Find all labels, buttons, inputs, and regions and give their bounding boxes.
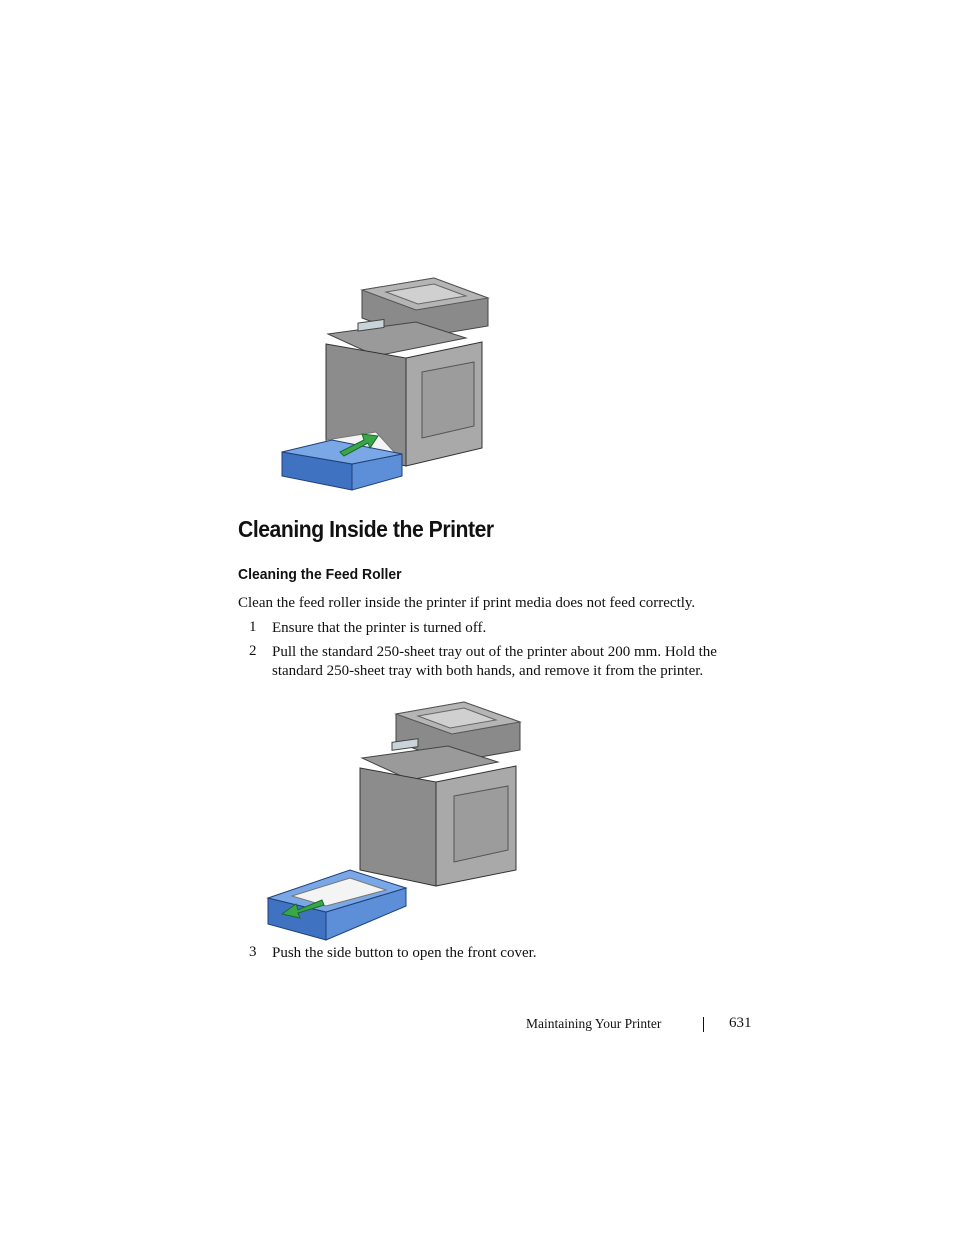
step-number: 1 <box>249 619 257 635</box>
printer-tray-remove-illustration <box>266 700 522 944</box>
step-number: 3 <box>249 944 257 960</box>
footer-divider <box>703 1017 704 1032</box>
section-heading: Cleaning Inside the Printer <box>238 516 494 542</box>
page-number: 631 <box>729 1015 752 1031</box>
subsection-heading: Cleaning the Feed Roller <box>238 566 402 583</box>
step-text: Pull the standard 250-sheet tray out of the printer about 200 mm. Hold the <box>272 644 717 660</box>
step-text: Ensure that the printer is turned off. <box>272 620 487 636</box>
step-number: 2 <box>249 643 257 659</box>
step-text: Push the side button to open the front cover. <box>272 945 537 961</box>
intro-paragraph: Clean the feed roller inside the printer if print media does not feed correctly. <box>238 595 696 611</box>
printer-tray-insert-illustration <box>266 276 492 498</box>
footer-section-title: Maintaining Your Printer <box>526 1016 662 1031</box>
step-text: standard 250-sheet tray with both hands, and remove it from the printer. <box>272 663 704 679</box>
